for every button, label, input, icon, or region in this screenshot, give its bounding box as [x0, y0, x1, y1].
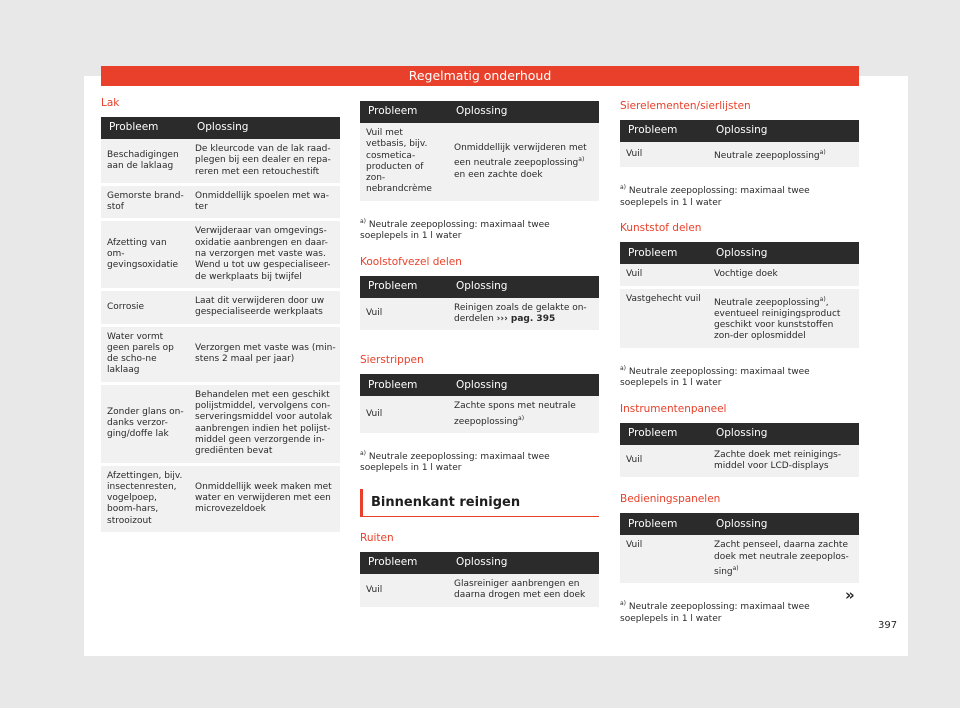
header-probleem: Probleem — [101, 117, 189, 139]
cell-problem: Vastgehecht vuil — [620, 287, 708, 349]
header-probleem: Probleem — [360, 276, 448, 298]
table-row — [360, 298, 599, 332]
cell-solution: Verzorgen met vaste was (min-stens 2 maal per jaar) — [189, 325, 340, 383]
header-oplossing: Oplossing — [448, 101, 599, 123]
table-bedieningspanelen — [620, 513, 859, 586]
column-2 — [360, 101, 599, 610]
header-oplossing: Oplossing — [189, 117, 340, 139]
cell-solution — [448, 123, 599, 202]
solution-text-cont: en een zachte doek — [454, 169, 543, 180]
page-header: Regelmatig onderhoud — [101, 66, 859, 86]
cell-problem: Corrosie — [101, 289, 189, 325]
cell-problem: Vuil — [360, 298, 448, 332]
cell-solution: De kleurcode van de lak raad-plegen bij een dealer en repa-reren met een retouchestift — [189, 139, 340, 184]
cell-problem: Gemorste brand-stof — [101, 184, 189, 220]
cell-problem: Zonder glans on-danks verzor-ging/doffe lak — [101, 383, 189, 464]
table-row — [360, 396, 599, 434]
table-vetbasis — [360, 101, 599, 204]
table-row — [101, 220, 340, 289]
cell-solution — [448, 298, 599, 332]
footnote — [360, 216, 599, 243]
section-title-sierstrippen: Sierstrippen — [360, 354, 424, 367]
cell-solution: Laat dit verwijderen door uw gespecialiseerde werkplaats — [189, 289, 340, 325]
table-row — [620, 287, 859, 349]
footnote-marker: a) — [620, 364, 627, 372]
solution-text: Zachte spons met neutrale zeepoplossing — [454, 401, 576, 427]
table-row — [360, 574, 599, 608]
column-1 — [101, 96, 340, 535]
table-kunststof — [620, 242, 859, 350]
header-oplossing: Oplossing — [448, 552, 599, 574]
header-probleem: Probleem — [360, 101, 448, 123]
cell-problem: Vuil — [360, 574, 448, 608]
solution-text: Onmiddellijk verwijderen met een neutrale zeepoplossing — [454, 142, 587, 169]
table-row — [620, 535, 859, 584]
table-sierstrippen — [360, 374, 599, 436]
cell-solution: Glasreiniger aanbrengen en daarna drogen met een doek — [448, 574, 599, 608]
header-probleem: Probleem — [620, 423, 708, 445]
footnote-marker: a) — [360, 449, 367, 457]
cell-solution — [708, 535, 859, 584]
cell-problem: Water vormt geen parels op de scho-ne laklaag — [101, 325, 189, 383]
cell-solution: Behandelen met een geschikt polijstmiddel, vervolgens con-serveringsmiddel voor autolak aanbrengen indien het polijst-middel geen verzorgende in-grediënten bevat — [189, 383, 340, 464]
footnote — [620, 598, 859, 625]
footnote-marker: a) — [360, 217, 367, 225]
table-row — [620, 264, 859, 287]
table-koolstof — [360, 276, 599, 334]
section-title-bedieningspanelen: Bedieningspanelen — [620, 493, 721, 506]
continue-arrow: » — [845, 586, 855, 604]
header-probleem: Probleem — [360, 552, 448, 574]
solution-text: Zacht penseel, daarna zachte doek met neutrale zeepoplos-sing — [714, 540, 849, 577]
cell-problem: Vuil — [360, 396, 448, 434]
section-title-sierelementen: Sierelementen/sierlijsten — [620, 100, 751, 112]
cell-problem: Beschadigingen aan de laklaag — [101, 139, 189, 184]
header-probleem: Probleem — [620, 120, 708, 142]
table-row — [101, 325, 340, 383]
cell-problem: Vuil — [620, 445, 708, 479]
section-title-lak: Lak — [101, 97, 120, 109]
footnote-marker: a) — [620, 600, 627, 608]
cell-problem: Afzettingen, bijv. insectenresten, vogelpoep, boom-hars, strooizout — [101, 464, 189, 533]
footnote — [360, 448, 599, 475]
column-3 — [620, 99, 859, 637]
table-instrumentenpaneel — [620, 423, 859, 481]
header-probleem: Probleem — [620, 513, 708, 535]
footnote — [620, 182, 859, 209]
cell-solution: Onmiddellijk week maken met water en verwijderen met een microvezeldoek — [189, 464, 340, 533]
header-probleem: Probleem — [360, 374, 448, 396]
table-row — [620, 445, 859, 479]
footnote-ref: a) — [819, 149, 826, 156]
footnote-text: Neutrale zeepoplossing: maximaal twee soeplepels in 1 l water — [620, 186, 810, 208]
header-oplossing: Oplossing — [708, 423, 859, 445]
table-row — [101, 289, 340, 325]
footnote — [620, 363, 859, 390]
header-oplossing: Oplossing — [708, 120, 859, 142]
table-row — [101, 139, 340, 184]
table-row — [360, 123, 599, 202]
cell-problem: Vuil met vetbasis, bijv. cosmetica-producten of zon-nebrandcrème — [360, 123, 448, 202]
cell-solution: Vochtige doek — [708, 264, 859, 287]
section-title-koolstof: Koolstofvezel delen — [360, 255, 462, 268]
header-probleem: Probleem — [620, 242, 708, 264]
header-oplossing: Oplossing — [448, 374, 599, 396]
cell-solution: Verwijderaar van omgevings-oxidatie aanbrengen en daar-na verzorgen met vaste was. Wend u tot uw gespecialiseer-de werkplaats bij twijfel — [189, 220, 340, 289]
table-row — [101, 184, 340, 220]
table-row — [620, 142, 859, 169]
footnote-text: Neutrale zeepoplossing: maximaal twee soeplepels in 1 l water — [620, 602, 810, 624]
solution-text: Neutrale zeepoplossing — [714, 151, 820, 161]
footnote-marker: a) — [620, 184, 627, 192]
cell-problem: Vuil — [620, 264, 708, 287]
header-oplossing: Oplossing — [708, 513, 859, 535]
section-title-instrumentenpaneel: Instrumentenpaneel — [620, 402, 727, 415]
cell-solution — [448, 396, 599, 434]
footnote-text: Neutrale zeepoplossing: maximaal twee soeplepels in 1 l water — [620, 366, 810, 389]
table-row — [101, 383, 340, 464]
header-oplossing: Oplossing — [448, 276, 599, 298]
solution-text-cont: , eventueel reinigingsproduct geschikt voor kunststoffen zon-der oplosmiddel — [714, 297, 841, 342]
header-oplossing: Oplossing — [708, 242, 859, 264]
cell-problem: Vuil — [620, 142, 708, 169]
page-reference-link[interactable]: ››› pag. 395 — [496, 314, 556, 325]
cell-problem: Vuil — [620, 535, 708, 584]
footnote-text: Neutrale zeepoplossing: maximaal twee soeplepels in 1 l water — [360, 219, 550, 242]
section-title-kunststof: Kunststof delen — [620, 222, 702, 235]
page-number: 397 — [878, 620, 898, 631]
table-lak — [101, 117, 340, 535]
cell-problem: Afzetting van om-gevingsoxidatie — [101, 220, 189, 289]
cell-solution — [708, 287, 859, 349]
footnote-ref: a) — [819, 295, 826, 303]
table-row — [101, 464, 340, 533]
footnote-ref: a) — [578, 156, 585, 164]
footnote-ref: a) — [518, 414, 525, 422]
footnote-ref: a) — [732, 564, 739, 572]
table-ruiten — [360, 552, 599, 610]
cell-solution — [708, 142, 859, 169]
cell-solution: Onmiddellijk spoelen met wa-ter — [189, 184, 340, 220]
section-heading-binnenkant: Binnenkant reinigen — [360, 489, 599, 517]
table-sierelementen — [620, 120, 859, 170]
solution-text: Reinigen zoals de gelakte on-derdelen — [454, 302, 587, 325]
solution-text: Neutrale zeepoplossing — [714, 297, 820, 308]
cell-solution: Zachte doek met reinigings-middel voor LCD-displays — [708, 445, 859, 479]
section-title-ruiten: Ruiten — [360, 531, 394, 544]
footnote-text: Neutrale zeepoplossing: maximaal twee soeplepels in 1 l water — [360, 451, 550, 474]
